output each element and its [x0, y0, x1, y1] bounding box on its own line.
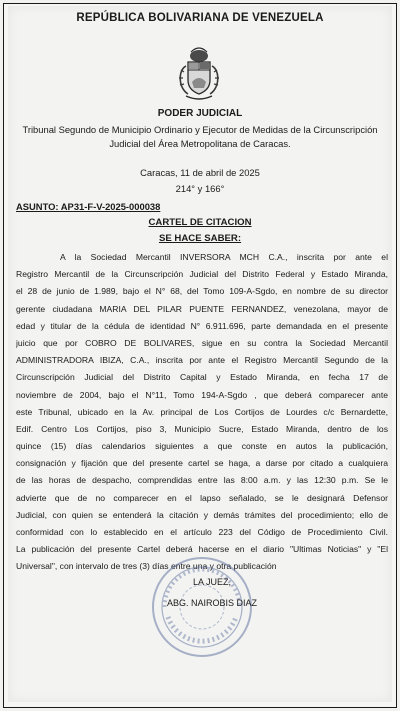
body-line: advierte que de no comparecer en el lapso señalado, se le designará Defensor: [16, 492, 388, 503]
body-line: quince (15) días calendarios siguientes a que conste en autos la publicación,: [16, 441, 388, 452]
tribunal-line-1: Tribunal Segundo de Municipio Ordinario y Ejecutor de Medidas de la Circunscripción: [22, 124, 378, 135]
body-line: ADMINISTRADORA IBIZA, C.A., inscrita por ante el Registro Mercantil Segundo de la: [16, 355, 388, 366]
coat-of-arms-icon: [176, 44, 222, 102]
cartel-title: CARTEL DE CITACION: [148, 217, 252, 228]
citation-body: [16, 249, 388, 576]
body-line: juicio que por COBRO DE BOLIVARES, sigue en su contra la Sociedad Mercantil: [16, 337, 388, 348]
judge-name: ABG. NAIROBIS DIAZ: [166, 598, 258, 608]
body-line: conformidad con lo establecido en el artículo 223 del Código de Procedimiento Civil.: [16, 527, 388, 537]
document-date: Caracas, 11 de abril de 2025: [140, 167, 260, 178]
body-line: Registro Mercantil de la Circunscripción Judicial del Distrito Federal y Estado Miranda,: [16, 269, 388, 280]
tribunal-line-2: Judicial del Área Metropolitana de Caracas.: [109, 138, 291, 149]
body-line: el 28 de junio de 1.989, bajo el N° 68, del Tomo 109-A-Sgdo, en nombre de su director: [16, 286, 388, 297]
body-line: Universal", con intervalo de tres (3) días entre una y otra publicación: [16, 561, 277, 572]
body-line: consignación y fijación que del presente cartel se haga, a darse por citado a cualquiera: [16, 458, 388, 469]
body-line: este Tribunal, ubicado en la Av. principal de Los Cortijos de Lourdes c/c Bernardette,: [16, 406, 388, 417]
body-line: Judicial, con quien se entenderá la citación y demás trámites del procedimiento; ello de: [16, 509, 388, 520]
body-line: gerente ciudadana MARIA DEL PILAR PUENTE FERNANDEZ, venezolana, mayor de: [16, 303, 388, 314]
tribunal-name: [0, 123, 400, 151]
se-hace-saber-heading: SE HACE SABER:: [158, 233, 242, 244]
poder-judicial-heading: PODER JUDICIAL: [157, 108, 243, 119]
body-line: A la Sociedad Mercantil INVERSORA MCH C.A., inscrita por ante el: [60, 252, 388, 262]
body-line: La publicación del presente Cartel deberá hacerse en el diario "Ultimas Noticias" y "El: [16, 544, 388, 555]
body-line: de las horas de despacho, comprendidas entre las 8:00 a.m. y las 12:30 p.m. Se le: [16, 475, 388, 486]
years-line: 214° y 166°: [175, 183, 225, 194]
body-line: noviembre de 2004, bajo el N°11, Tomo 194-A-Sgdo , que deberá comparecer ante: [16, 389, 388, 400]
body-line: Circunscripción Judicial del Distrito Capital y Estado Miranda, en fecha 17 de: [16, 372, 388, 383]
body-line: edad y titular de la cédula de identidad N° 6.911.696, parte demandada en el presente: [16, 320, 388, 331]
body-line: Edif. Centro Los Cortijos, piso 3, Municipio Sucre, Estado Miranda, dentro de los: [16, 423, 388, 434]
republic-heading: REPÚBLICA BOLIVARIANA DE VENEZUELA: [76, 12, 324, 24]
judge-title: LA JUEZ,: [192, 577, 231, 587]
case-number: ASUNTO: AP31-F-V-2025-000038: [16, 201, 161, 212]
